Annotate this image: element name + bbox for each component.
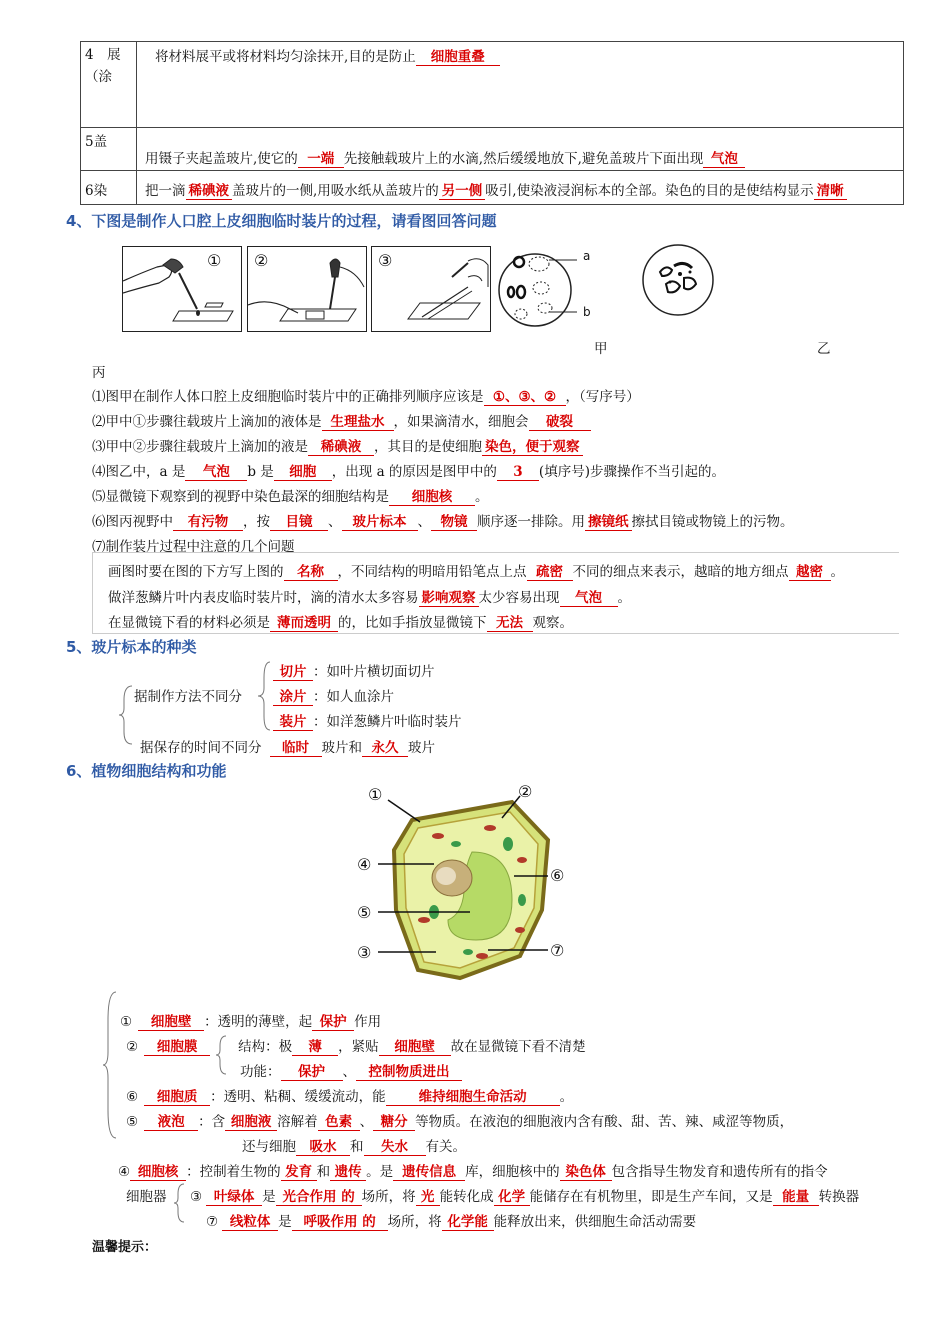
picture-number: ③	[378, 251, 393, 270]
plant-cell-illustration	[352, 780, 582, 990]
answer-blank: 遗传	[330, 1165, 366, 1181]
text: ②	[126, 1039, 139, 1055]
answer-blank: ①、③、②	[484, 390, 566, 406]
answer-blank: 遗传信息	[393, 1165, 465, 1181]
answer-blank: 细胞质	[144, 1090, 210, 1106]
answer-blank: 细胞核	[130, 1165, 186, 1181]
answer-blank: 稀碘液	[308, 440, 374, 456]
cell-label-5: ⑤	[357, 903, 372, 922]
answer-blank: 保护	[312, 1015, 354, 1031]
answer-blank: 气泡	[703, 152, 745, 168]
text: 在显微镜下看的材料必须是	[108, 615, 270, 631]
picture-number: ①	[207, 251, 222, 270]
text: ⑸显微镜下观察到的视野中染色最深的细胞结构是	[92, 489, 389, 505]
step-2-picture	[247, 246, 367, 332]
answer-blank: 目镜	[270, 515, 328, 531]
text: 观察。	[532, 615, 573, 631]
label-b: b	[583, 305, 591, 319]
answer-blank: 有污物	[173, 515, 243, 531]
step-label: 6染	[85, 183, 108, 199]
text: 的，比如手指放显微镜下	[338, 615, 487, 631]
answer-blank: 名称	[284, 565, 338, 581]
answer-blank: 擦镜纸	[585, 515, 632, 531]
method-label: 据制作方法不同分	[134, 689, 242, 705]
cell-label-4: ④	[357, 855, 372, 874]
answer-blank: 细胞壁	[379, 1040, 451, 1056]
step-cell	[81, 128, 137, 171]
cell-label-1: ①	[368, 785, 383, 804]
text: ④	[118, 1164, 131, 1180]
section-5-title: 5、玻片标本的种类	[66, 638, 197, 656]
text: 场所，将	[387, 1214, 442, 1230]
mitochondria-line	[206, 1210, 696, 1231]
dirty-field-illustration	[640, 242, 720, 322]
answer-blank: 疏密	[527, 565, 573, 581]
plant-cell-diagram	[352, 780, 582, 990]
answer-blank: 影响观察	[419, 591, 479, 607]
answer-blank: 液泡	[144, 1115, 198, 1131]
answer-blank: 生理盐水	[322, 415, 394, 431]
answer-blank: 破裂	[529, 415, 591, 431]
answer-blank: 线粒体	[222, 1215, 278, 1231]
answer-blank: 色素	[318, 1115, 360, 1131]
question-5	[92, 485, 489, 506]
text: 将材料展平或将材料均匀涂抹开,目的是防止	[155, 49, 416, 65]
answer-blank: 叶绿体	[206, 1190, 262, 1206]
text: 先接触载玻片上的水滴,然后缓缓地放下,避免盖玻片下面出现	[343, 151, 704, 167]
text: 做洋葱鳞片叶内表皮临时装片时，滴的清水太多容易	[108, 590, 419, 606]
text: ：如叶片横切面切片	[313, 664, 435, 680]
step-1-picture	[122, 246, 242, 332]
text: ：控制着生物的	[186, 1164, 281, 1180]
text: 玻片和	[321, 740, 362, 756]
step-cell	[81, 171, 137, 205]
answer-blank: 控制物质进出	[356, 1065, 462, 1081]
answer-blank: 涂片	[273, 690, 313, 706]
text: 库，细胞核中的	[465, 1164, 560, 1180]
answer-blank: 染色体	[560, 1165, 612, 1181]
text: 有关。	[425, 1139, 466, 1155]
text: 画图时要在图的下方写上图的	[108, 564, 284, 580]
text: 。	[830, 564, 844, 580]
step-desc	[137, 42, 904, 128]
text: 。	[475, 489, 489, 505]
question-1	[92, 385, 640, 406]
text: ，出现 a 的原因是图甲中的	[331, 464, 497, 480]
note-1	[108, 560, 844, 581]
answer-blank: 细胞壁	[138, 1015, 204, 1031]
answer-blank: 光	[416, 1190, 440, 1206]
answer-blank: 维持细胞生命活动	[386, 1090, 560, 1106]
text: 吸引,使染液浸润标本的全部。染色的目的是使结构显示	[485, 183, 814, 199]
text: ③	[190, 1189, 203, 1205]
text: ：如洋葱鳞片叶临时装片	[313, 714, 462, 730]
text: 玻片	[408, 740, 435, 756]
text: ⑥	[126, 1089, 139, 1105]
dropper-illustration	[123, 247, 241, 331]
answer-blank: 无法	[487, 616, 533, 632]
answer-blank: 永久	[362, 741, 408, 757]
answer-blank: 气泡	[560, 591, 618, 607]
text: ⑶甲中②步骤往载玻片上滴加的液是	[92, 439, 308, 455]
answer-blank: 保护	[281, 1065, 343, 1081]
answer-blank: 细胞核	[389, 490, 475, 506]
text: 。	[617, 590, 631, 606]
type-1	[273, 660, 435, 681]
text: 和	[316, 1164, 331, 1180]
text: ：透明、粘稠、缓缓流动，能	[210, 1089, 386, 1105]
answer-blank: 临时	[270, 741, 322, 757]
brace-icon	[172, 1182, 188, 1224]
cell-label-3: ③	[357, 943, 372, 962]
text: ，（写序号）	[565, 389, 640, 405]
answer-blank: 发育	[281, 1165, 317, 1181]
question-4	[92, 460, 725, 481]
text: 是	[278, 1214, 292, 1230]
answer-blank: 糖分	[373, 1115, 415, 1131]
text: 。是	[366, 1164, 394, 1180]
chloroplast-line	[190, 1185, 859, 1206]
text: 、	[328, 514, 342, 530]
caption-bing: 丙	[92, 365, 106, 381]
answer-blank: 细胞重叠	[416, 50, 500, 66]
text: 用镊子夹起盖玻片,使它的	[145, 151, 298, 167]
step-label: 5盖	[85, 134, 108, 150]
text: 、	[342, 1064, 356, 1080]
cell-wall-line	[120, 1010, 381, 1031]
type-2	[273, 685, 394, 706]
answer-blank: 切片	[273, 665, 313, 681]
text: 。	[559, 1089, 574, 1105]
nucleus-line	[118, 1160, 828, 1181]
text: ⑵甲中①步骤往载玻片上滴加的液体是	[92, 414, 322, 430]
text: ⑦	[206, 1214, 219, 1230]
label-a: a	[583, 249, 591, 263]
answer-blank: 越密	[789, 565, 831, 581]
step-desc	[137, 171, 904, 205]
cover-slip-illustration	[372, 247, 490, 331]
answer-blank: 失水	[364, 1140, 426, 1156]
type-3	[273, 710, 462, 731]
cell-membrane-line	[126, 1035, 586, 1056]
text: ，如果滴清水，细胞会	[393, 414, 529, 430]
text: 结构：极	[238, 1039, 293, 1055]
step-label: 4 展 （涂	[85, 47, 121, 85]
text: ：透明的薄壁，起	[204, 1014, 313, 1030]
answer-blank: 化学	[494, 1190, 530, 1206]
text: ⑤	[126, 1114, 139, 1130]
text: 顺序逐一排除。用	[477, 514, 585, 530]
text: 把一滴	[145, 183, 186, 199]
step-cell	[81, 42, 137, 128]
answer-blank: 细胞膜	[144, 1040, 210, 1056]
cell-label-7: ⑦	[550, 941, 565, 960]
text: 还与细胞	[242, 1139, 296, 1155]
text: b 是	[247, 464, 274, 480]
brace-icon	[102, 990, 122, 1140]
answer-blank: 3	[497, 465, 539, 481]
answer-blank: 装片	[273, 715, 313, 731]
text: 不同的细点来表示，越暗的地方细点	[572, 564, 789, 580]
text: 能转化成	[439, 1189, 494, 1205]
text: 溶解着	[277, 1114, 318, 1130]
text: ，不同结构的明暗用铅笔点上点	[337, 564, 527, 580]
text: 据保存的时间不同分	[140, 740, 262, 756]
membrane-function-line	[240, 1060, 462, 1081]
warm-tip: 温馨提示：	[92, 1240, 158, 1255]
question-6	[92, 510, 794, 531]
answer-blank: 另一侧	[439, 184, 486, 200]
caption-jia: 甲	[594, 341, 608, 357]
text: 功能：	[240, 1064, 281, 1080]
caption-yi: 乙	[817, 341, 831, 357]
answer-blank: 一端	[298, 152, 344, 168]
text: 和	[350, 1139, 364, 1155]
time-line	[140, 736, 435, 757]
text: 盖玻片的一侧,用吸水纸从盖玻片的	[232, 183, 439, 199]
text: ⑴图甲在制作人体口腔上皮细胞临时装片中的正确排列顺序应该是	[92, 389, 484, 405]
microscope-field-illustration	[497, 244, 597, 344]
answer-blank: 细胞液	[225, 1115, 277, 1131]
answer-blank: 呼吸作用 的	[292, 1215, 388, 1231]
cell-label-2: ②	[518, 782, 533, 801]
steps-table	[80, 41, 904, 205]
section-6-title: 6、植物细胞结构和功能	[66, 762, 227, 780]
answer-blank: 细胞	[274, 465, 332, 481]
text: 场所，将	[361, 1189, 416, 1205]
text: 故在显微镜下看不清楚	[450, 1039, 586, 1055]
text: 擦拭目镜或物镜上的污物。	[631, 514, 794, 530]
text: ：含	[198, 1114, 226, 1130]
microscope-view-yi	[497, 244, 597, 344]
section-4-title: 4、下图是制作人口腔上皮细胞临时装片的过程，请看图回答问题	[66, 212, 497, 230]
step-desc	[137, 128, 904, 171]
step-3-picture	[371, 246, 491, 332]
note-3	[108, 611, 573, 632]
text: 能释放出来，供细胞生命活动需要	[493, 1214, 697, 1230]
question-7-title: ⑺制作装片过程中注意的几个问题	[92, 539, 295, 555]
microscope-view-bing	[640, 242, 720, 322]
text: 转换器	[818, 1189, 860, 1205]
answer-blank: 清晰	[814, 184, 847, 200]
text: 是	[262, 1189, 276, 1205]
picture-number: ②	[254, 251, 269, 270]
cell-label-6: ⑥	[550, 866, 565, 885]
text: (填序号)步骤操作不当引起的。	[538, 464, 725, 480]
answer-blank: 薄而透明	[270, 616, 338, 632]
answer-blank: 气泡	[185, 465, 247, 481]
answer-blank: 光合作用 的	[276, 1190, 362, 1206]
text: 包含指导生物发育和遗传所有的指令	[611, 1164, 828, 1180]
note-2	[108, 586, 631, 607]
text: 等物质。在液泡的细胞液内含有酸、甜、苦、辣、咸涩等物质，	[415, 1114, 794, 1130]
text: ⑹图丙视野中	[92, 514, 173, 530]
question-3	[92, 435, 583, 456]
answer-blank: 物镜	[431, 515, 477, 531]
text: 、	[417, 514, 431, 530]
text: 、	[359, 1114, 374, 1130]
text: ：如人血涂片	[313, 689, 394, 705]
text: 太少容易出现	[478, 590, 560, 606]
text: ，按	[243, 514, 270, 530]
answer-blank: 吸水	[296, 1140, 350, 1156]
answer-blank: 玻片标本	[342, 515, 418, 531]
organelle-label: 细胞器	[126, 1189, 167, 1205]
text: ，其目的是使细胞	[374, 439, 482, 455]
answer-blank: 稀碘液	[186, 184, 233, 200]
text: ①	[120, 1014, 133, 1030]
answer-blank: 能量	[773, 1190, 819, 1206]
answer-blank: 薄	[292, 1040, 338, 1056]
answer-blank: 染色，便于观察	[482, 440, 583, 456]
question-2	[92, 410, 591, 431]
answer-blank: 化学能	[442, 1215, 494, 1231]
stain-illustration	[248, 247, 366, 331]
vacuole-line-2	[242, 1135, 466, 1156]
text: 作用	[354, 1014, 382, 1030]
text: 能储存在有机物里，即是生产车间，又是	[529, 1189, 773, 1205]
text: ，紧贴	[338, 1039, 379, 1055]
cytoplasm-line	[126, 1085, 573, 1106]
vacuole-line	[126, 1110, 793, 1131]
text: ⑷图乙中，a 是	[92, 464, 186, 480]
